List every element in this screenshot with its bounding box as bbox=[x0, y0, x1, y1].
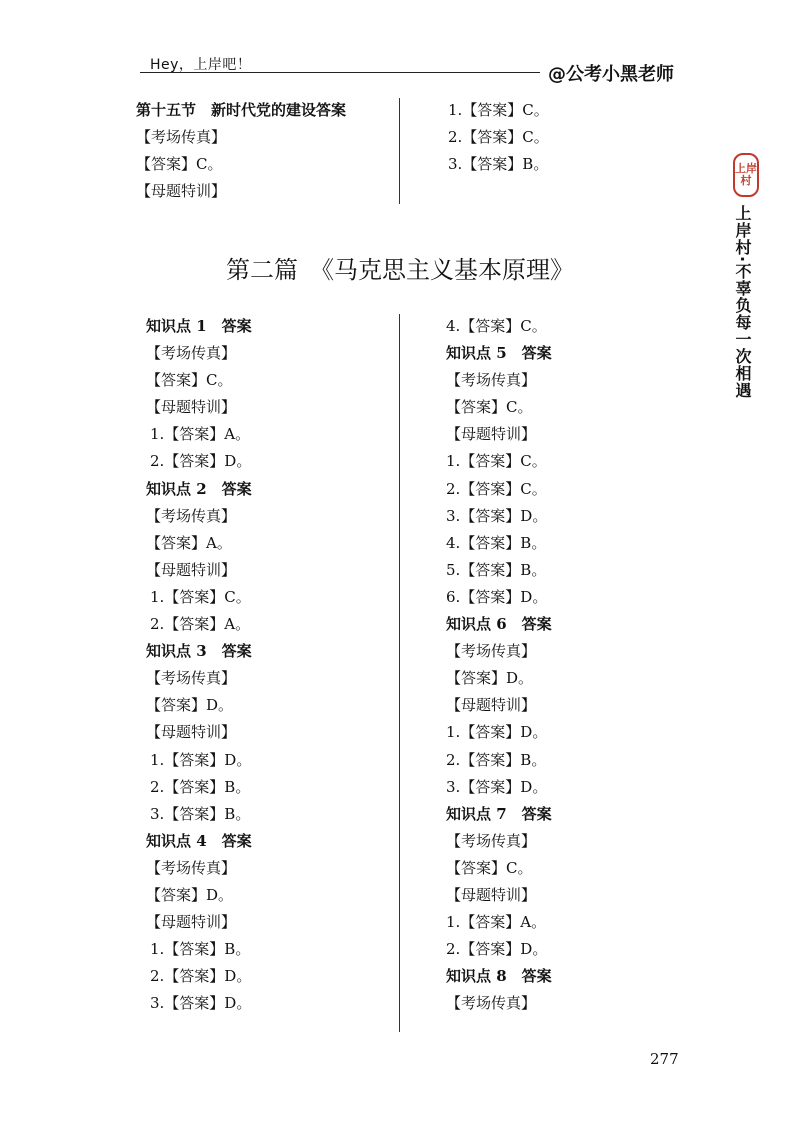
header-tagline: Hey，上岸吧！ bbox=[150, 57, 252, 73]
column-divider-top bbox=[399, 98, 400, 204]
list-item: 3.【答案】D。 bbox=[150, 994, 252, 1013]
list-item: 【母题特训】 bbox=[446, 425, 537, 444]
list-item: 【考场传真】 bbox=[446, 371, 537, 390]
list-item: 2.【答案】B。 bbox=[446, 750, 547, 769]
list-item: 【答案】C。 bbox=[146, 371, 233, 390]
list-item: 【答案】D。 bbox=[146, 696, 234, 715]
list-item: 1.【答案】D。 bbox=[446, 723, 548, 742]
list-item: 【考场传真】 bbox=[146, 344, 237, 363]
list-item: 【母题特训】 bbox=[446, 696, 537, 715]
list-item: 【答案】D。 bbox=[446, 669, 534, 688]
list-item: 2.【答案】D。 bbox=[150, 967, 252, 986]
list-item: 1.【答案】D。 bbox=[150, 750, 252, 769]
list-item: 2.【答案】D。 bbox=[150, 452, 252, 471]
list-item: 【答案】C。 bbox=[446, 858, 533, 877]
knowledge-heading: 知识点 4 答案 bbox=[146, 831, 252, 850]
top-left-column bbox=[136, 97, 346, 205]
list-item: 4.【答案】C。 bbox=[446, 317, 547, 335]
list-item: 【考场传真】 bbox=[446, 994, 537, 1013]
list-item: 【答案】C。 bbox=[136, 155, 223, 174]
list-item: 【考场传真】 bbox=[146, 669, 237, 688]
part-title: 第二篇 《马克思主义基本原理》 bbox=[226, 256, 574, 284]
list-item: 1.【答案】B。 bbox=[150, 940, 251, 959]
list-item: 【考场传真】 bbox=[446, 831, 537, 850]
main-right-column bbox=[446, 313, 552, 1017]
knowledge-heading: 知识点 2 答案 bbox=[146, 479, 252, 498]
section-heading: 第十五节 新时代党的建设答案 bbox=[136, 101, 347, 119]
list-item: 1.【答案】C。 bbox=[446, 452, 547, 471]
list-item: 【母题特训】 bbox=[446, 885, 537, 904]
list-item: 3.【答案】D。 bbox=[446, 506, 548, 525]
knowledge-heading: 知识点 5 答案 bbox=[446, 344, 552, 363]
list-item: 【答案】A。 bbox=[146, 533, 232, 552]
list-item: 【母题特训】 bbox=[146, 398, 237, 417]
list-item: 2.【答案】C。 bbox=[448, 128, 549, 147]
knowledge-heading: 知识点 3 答案 bbox=[146, 642, 252, 661]
list-item: 【母题特训】 bbox=[136, 182, 227, 201]
list-item: 【母题特训】 bbox=[146, 723, 237, 742]
main-left-column bbox=[146, 313, 252, 1017]
list-item: 3.【答案】B。 bbox=[448, 155, 549, 174]
list-item: 6.【答案】D。 bbox=[446, 587, 548, 606]
page-number: 277 bbox=[650, 1050, 679, 1068]
column-divider-main bbox=[399, 314, 400, 1032]
list-item: 1.【答案】A。 bbox=[446, 913, 547, 932]
list-item: 2.【答案】A。 bbox=[150, 615, 251, 634]
list-item: 【考场传真】 bbox=[446, 642, 537, 661]
list-item: 2.【答案】B。 bbox=[150, 777, 251, 796]
seal-logo: 上岸村 bbox=[733, 153, 759, 197]
header-author: @公考小黑老师 bbox=[548, 64, 674, 85]
list-item: 【答案】D。 bbox=[146, 885, 234, 904]
header-rule bbox=[140, 72, 540, 73]
list-item: 1.【答案】A。 bbox=[150, 425, 251, 444]
list-item: 【考场传真】 bbox=[146, 506, 237, 525]
knowledge-heading: 知识点 7 答案 bbox=[446, 804, 552, 823]
list-item: 【答案】C。 bbox=[446, 398, 533, 417]
list-item: 3.【答案】B。 bbox=[150, 804, 251, 823]
list-item: 【母题特训】 bbox=[146, 913, 237, 932]
knowledge-heading: 知识点 1 答案 bbox=[146, 317, 252, 335]
list-item: 1.【答案】C。 bbox=[448, 101, 549, 119]
list-item: 2.【答案】C。 bbox=[446, 479, 547, 498]
list-item: 5.【答案】B。 bbox=[446, 560, 547, 579]
list-item: 【母题特训】 bbox=[146, 560, 237, 579]
list-item: 1.【答案】C。 bbox=[150, 587, 251, 606]
side-slogan: 上岸村·不辜负每一次相遇 bbox=[733, 205, 752, 400]
list-item: 【考场传真】 bbox=[146, 858, 237, 877]
knowledge-heading: 知识点 8 答案 bbox=[446, 967, 552, 986]
top-right-column bbox=[448, 97, 549, 178]
list-item: 【考场传真】 bbox=[136, 128, 227, 147]
list-item: 4.【答案】B。 bbox=[446, 533, 547, 552]
knowledge-heading: 知识点 6 答案 bbox=[446, 615, 552, 634]
list-item: 3.【答案】D。 bbox=[446, 777, 548, 796]
list-item: 2.【答案】D。 bbox=[446, 940, 548, 959]
